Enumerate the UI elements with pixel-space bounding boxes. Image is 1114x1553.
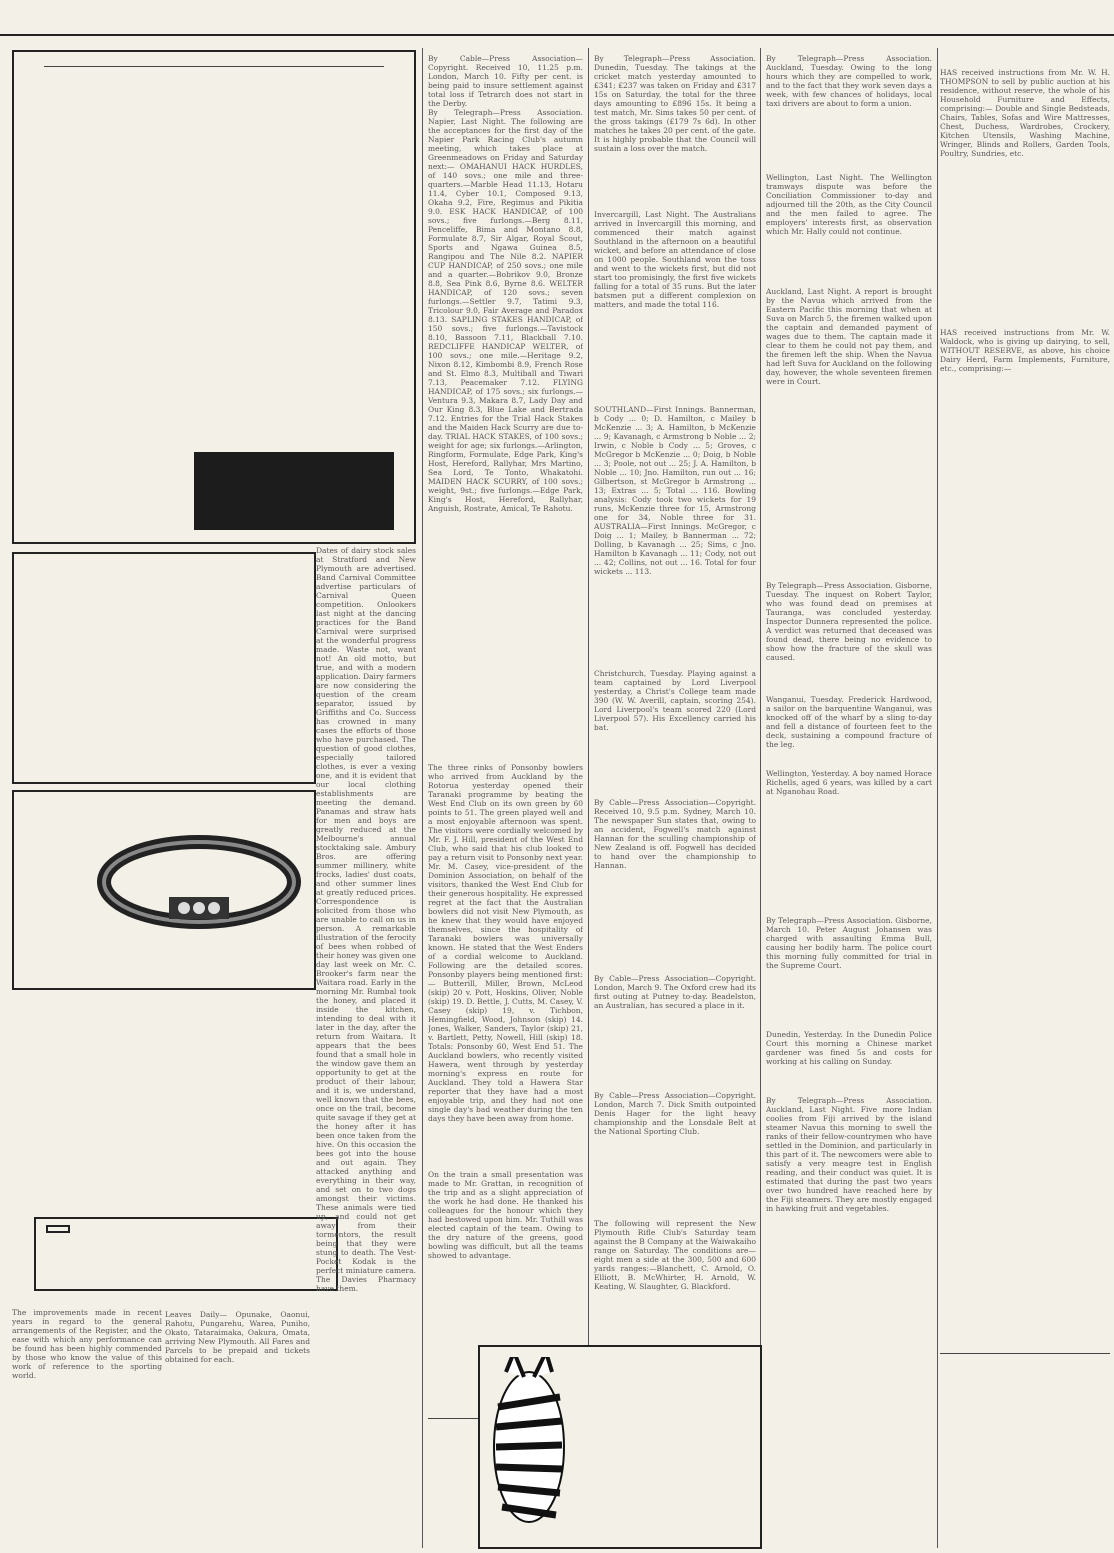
accidents-column: By Telegraph—Press Association. Gisborne, Tuesday. The inquest on Robert Taylor, who was found dead on premises at Tauranga, was concluded yesterday. Inspector Dunnera represented the police. A verdict was returned that deceased was found dead, there being no evidence to show how the fracture of the skull was caused. Wanganui, Tuesday. Frederick Hardwood, a sailor on the barquentine Wanganui, was knocked off of the wharf by a sling to-day and fell a distance of fourteen feet to the deck, sustaining a compound fracture of the leg. Wellington, Yesterday. A boy named Horace Richells, aged 6 years, was killed by a cart at Nganohau Road. <box>766 581 932 796</box>
zebra-icon <box>484 1357 574 1542</box>
work-column: By Telegraph—Press Association. Auckland, Tuesday. Owing to the long hours which they are compelled to work, and to the fact that they work seven days a week, with few chances of holidays, local taxi drivers are about to form a union. Wellington, Last Night. The Wellington tramways dispute was before the Conciliation Commissioner to-day and adjourned till the 20th, as the City Council and the men failed to agree. The employers' interests first, as observation which Mr. Hally could not continue. Auckland, Last Night. A report is brought by the Navua which arrived from the Eastern Pacific this morning that when at Suva on March 5, the firemen walked upon the captain and demanded payment of wages due to them. The captain made it clear to them he could not pay them, and the firemen left the ship. When the Navua had left Suva for Auckland on the following day, however, the whole seventeen firemen were in Court. <box>766 54 932 386</box>
turf-register-ad: The improvements made in recent years in regard to the general arrangements of the Register, and the ease with which any performance can be found has been highly commended by those who know the value of this work of reference to the sporting world. <box>12 1308 162 1380</box>
amber-tea-ad <box>34 1217 338 1291</box>
melbourne-logo <box>14 352 414 542</box>
boxing-column: By Cable—Press Association—Copyright. London, March 7. Dick Smith outpointed Denis Hager for the light heavy championship and the Lonsdale Belt at the National Sporting Club. <box>594 1091 756 1136</box>
ring-icon <box>94 812 304 942</box>
newton-toko-ad: HAS received instructions from Mr. W. Waldock, who is giving up dairying, to sell, WITHOUT RESERVE, as above, his choice Dairy Herd, Farm Implements, Furniture, etc., comprising:— <box>940 328 1110 373</box>
zebra-ad <box>478 1345 762 1549</box>
business-notices: Dates of dairy stock sales at Stratford and New Plymouth are advertised. Band Carnival Committee advertise particulars of Carnival Queen competition. Onlookers last night at the dancing practices for the Band Carnival were surprised at the wonderful progress made. Waste not, want not! An old motto, but true, and with a modern application. Dairy farmers are now considering the question of the cream separator, issued by Griffiths and Co. Success has crowned in many cases the efforts of those who have purchased. The question of good clothes, especially tailored clothes, is ever a vexing one, and it is evident that our local clothing establishments are meeting the demand. Panamas and straw hats for men and boys are greatly reduced at the Melbourne's annual stocktaking sale. Ambury Bros. are offering summer millinery, white frocks, ladies' dust coats, and other summer lines at greatly reduced prices. Correspondence is solicited from those who are unable to call on us in person. A remarkable illustration of the ferocity of bees when robbed of their honey was given one day last week on Mr. C. Brooker's farm near the Waitara road. Early in the morning Mr. Rumbal took the honey, and placed it inside the kitchen, intending to deal with it later in the day, after the return from Waitara. It appears that the bees found that a small hole in the window gave them an opportunity to get at the product of their labour, and it is, we understand, well known that the bees, once on the trail, become quite savage if they get at the honey after it has been once taken from the hive. On this occasion the bees got into the house and out again. They attacked anything and everything in their way, and set on to two dogs amongst their victims. These animals were tied up, and could not get away from their tormentors, the result being that they were stung to death. The Vest-Pocket Kodak is the perfect miniature camera. The Davies Pharmacy have them. <box>316 546 416 1293</box>
cricket-column: By Telegraph—Press Association. Dunedin, Tuesday. The takings at the cricket match yesterday amounted to £341; £237 was taken on Friday and £317 15s on Saturday, the total for the three days amounting to £896 15s. It being a test match, Mr. Sims takes 50 per cent. of the gross takings (£179 7s 6d). In other matches he takes 20 per cent. of the gate. It is highly probable that the Council will sustain a loss over the match. Invercargill, Last Night. The Australians arrived in Invercargill this morning, and commenced their match against Southland in the afternoon on a beautiful wicket, and before an attendance of close on 1000 people. Southland won the toss and went to the wickets first, but did not start too promisingly, the first five wickets falling for a total of 35 runs. But the later batsmen put a different complexion on matters, and made the total 116. <box>594 54 756 309</box>
courts-column: By Telegraph—Press Association. Gisborne, March 10. Peter August Johansen was charged with assaulting Emma Bull, causing her bodily harm. The police court this morning fully committed for trial in the Supreme Court. Dunedin, Yesterday. In the Dunedin Police Court this morning a Chinese market gardener was fined 5s and costs for working at his calling on Sunday. By Telegraph—Press Association. Auckland, Last Night. Five more Indian coolies from Fiji arrived by the island steamer Navua this morning to swell the ranks of their fellow-countrymen who have settled in the Dominion, and particularly in this part of it. The newcomers were able to satisfy a very meagre test in English reading, and their conduct was quiet. It is estimated that during the past two years over two hundred have reached here by the Fiji steamers. They are mostly engaged in hawking fruit and vegetables. <box>766 916 932 1213</box>
newton-wool-ad: HAS received instructions from Mr. W. H. THOMPSON to sell by public auction at his residence, without reserve, the whole of his Household Furniture and Effects, comprising:— Double and Single Bedsteads, Chairs, Tables, Sofas and Wire Mattresses, Chest, Duchess, Wardrobes, Crockery, Kitchen Utensils, Washing Machine, Wringer, Blinds and Rollers, Garden Tools, Poultry, Sundries, etc. <box>940 68 1110 158</box>
nz-loan-ad <box>940 1168 1110 1338</box>
sporting-column: By Cable—Press Association—Copyright. Received 10, 11.25 p.m. London, March 10. Fifty per cent. is being paid to insure settlement against total loss if Tetrarch does not start in the Derby. By Telegraph—Press Association. Napier, Last Night. The following are the acceptances for the first day of the Napier Park Racing Club's autumn meeting, which takes place at Greenmeadows on Friday and Saturday next:— OMAHANUI HACK HURDLES, of 140 sovs.; one mile and three-quarters.—Marble Head 11.13, Hotaru 11.4, Cyber 10.1, Composed 9.13, Okaha 9.2, Fire, Regimus and Pikitia 9.0. ESK HACK HANDICAP, of 100 sovs.; five furlongs.—Berg 8.11, Penceliffe, Bima and Montano 8.8, Formulate 8.7, Sir Algar, Royal Scout, Sports and Ngawa Guinea 8.5, Rangipou and The Nile 8.2. NAPIER CUP HANDICAP, of 250 sovs.; one mile and a quarter.—Bobrikov 9.0, Bronze 8.8, Sea Pink 8.6, Byrne 8.6. WELTER HANDICAP, of 120 sovs.; seven furlongs.—Settler 9.7, Tatimi 9.3, Tricolour 9.0, Fair Average and Paradox 8.13. SAPLING STAKES HANDICAP, of 150 sovs.; five furlongs.—Tavistock 8.10, Bassoon 7.11, Blackball 7.10. REDCLIFFE HANDICAP WELTER, of 100 sovs.; one mile.—Heritage 9.2, Nixon 8.12, Kimbombi 8.9, French Rose and St. Elmo 8.3, Multiball and Tiwari 7.13, Peacemaker 7.12. FLYING HANDICAP, of 175 sovs.; six furlongs.—Ventura 9.3, Makara 8.7, Lady Day and Our King 8.3, Blue Lake and Bertrada 7.12. Entries for the Trial Hack Stakes and the Maiden Hack Scurry are due to-day. TRIAL HACK STAKES, of 100 sovs.; weight for age; six furlongs.—Arlington, Ringform, Formulate, Edge Park, King's Host, Hereford, Rallyhar, Mrs Martino, Sea Lord, Te Tonto, Whakatohi. MAIDEN HACK SCURRY, of 100 sovs.; weight, 9st.; five furlongs.—Edge Park, King's Host, Hereford, Rallyhar, Anguish, Rostrate, Amical, Te Rahotu. <box>428 54 583 513</box>
column-rule <box>937 48 938 1548</box>
masthead <box>0 12 1114 36</box>
bowling-column: The three rinks of Ponsonby bowlers who arrived from Auckland by the Rotorua yesterday opened their Taranaki programme by beating the West End Club on its own green by 60 points to 51. The green played well and a most enjoyable afternoon was spent. The visitors were cordially welcomed by Mr. F. J. Hill, president of the West End Club, who said that his club looked to pay a return visit to Ponsonby next year. Mr. M. Casey, vice-president of the Dominion Association, on behalf of the visitors, thanked the West End Club for their generous hospitality. He expressed regret at the fact that the Australian bowlers did not visit New Plymouth, as he knew that they would have enjoyed themselves, since the hospitality of Taranaki bowlers was universally known. He stated that the West Enders of a cordial welcome to Auckland. Following are the detailed scores. Ponsonby players being mentioned first:— Butterill, Miller, Brown, McLeod (skip) 20 v. Pott, Hoskins, Oliver, Noble (skip) 19. D. Bettle, J. Cutts, M. Casey, V. Casey (skip) 19, v. Tichbon, Hemingfield, Wood, Johnson (skip) 14. Jones, Walker, Sanders, Taylor (skip) 21, v. Bartlett, Petty, Nowell, Hill (skip) 18. Totals: Ponsonby 60, West End 51. The Auckland bowlers, who recently visited Hawera, went through by yesterday morning's express en route for Auckland. They told a Hawera Star reporter that they have had a most enjoyable trip, and they had not one single day's bad weather during the ten days they have been away from home. <box>428 763 583 1123</box>
cricket-christchurch: Christchurch, Tuesday. Playing against a team captained by Lord Liverpool yesterday, a Christ's College team made 390 (W. W. Averill, captain, scoring 254). Lord Liverpool's team scored 220 (Lord Liverpool 57). His Excellency carried his bat. <box>594 669 756 732</box>
column-rule <box>588 48 589 1548</box>
stones-directory-ad <box>940 1345 1110 1550</box>
column-rule <box>760 48 761 1548</box>
rowing-column: By Cable—Press Association—Copyright. London, March 9. The Oxford crew had its first outing at Putney to-day. Beadelston, an Australian, has secured a place in it. <box>594 974 756 1010</box>
annual-sale-ad <box>12 50 416 544</box>
cricket-scores: SOUTHLAND—First Innings. Bannerman, b Cody ... 0; D. Hamilton, c Mailey b McKenzie ... 3; A. Hamilton, b McKenzie ... 9; Kavanagh, c Armstrong b Noble ... 2; Irwin, c Noble b Cody ... 5; Groves, c McGregor b McKenzie ... 0; Doig, b Noble ... 3; Poole, not out ... 25; J. A. Hamilton, b Noble ... 10; Jno. Hamilton, run out ... 16; Gilbertson, st McGregor b Armstrong ... 13; Extras ... 5; Total ... 116. Bowling analysis: Cody took two wickets for 19 runs, McKenzie three for 15, Armstrong one for 34, Noble three for 31. AUSTRALIA—First Innings. McGregor, c Doig ... 1; Mailey, b Bannerman ... 72; Dolling, b Kavanagh ... 25; Sims, c Jno. Hamilton b Kavanagh ... 11; Cody, not out ... 42; Collins, not out ... 16. Total for four wickets ... 113. <box>594 405 756 576</box>
sculling-column: By Cable—Press Association—Copyright. Received 10, 9.5 p.m. Sydney, March 10. The newspaper Sun states that, owing to an accident, Fogwell's match against Hannan for the sculling championship of New Zealand is off. Fogwell has decided to hand over the championship to Hannan. <box>594 798 756 870</box>
ring-ad <box>12 790 316 990</box>
rifle-column: The following will represent the New Plymouth Rifle Club's Saturday team against the B Company at the Waiwakaiho range on Saturday. The conditions are—eight men a side at the 300, 500 and 600 yards ranges:—Blanchett, C. Arnold, O. Elliott, B. McWhirter, H. Arnold, W. Keating, W. Slaughter, G. Blackford. <box>594 1219 756 1291</box>
coach-service-ad: Leaves Daily— Opunake, Oaonui, Rahotu, Pungarehu, Warea, Puniho, Okato, Tataraimaka, Oakura, Omata, arriving New Plymouth. All Fares and Parcels to be prepaid and tickets obtained for each. <box>165 1310 310 1364</box>
pharmacy-notice: On the train a small presentation was made to Mr. Grattan, in recognition of the trip and as a slight appreciation of the work he had done. He thanked his colleagues for the honour which they had bestowed upon him. Mr. Tuthill was elected captain of the team. Owing to the dry nature of the greens, good bowling was difficult, but all the teams showed to advantage. <box>428 1170 583 1260</box>
waiwakaiho-ad <box>940 740 1110 1160</box>
seed-oats-ad <box>12 552 316 784</box>
column-rule <box>422 48 423 1548</box>
